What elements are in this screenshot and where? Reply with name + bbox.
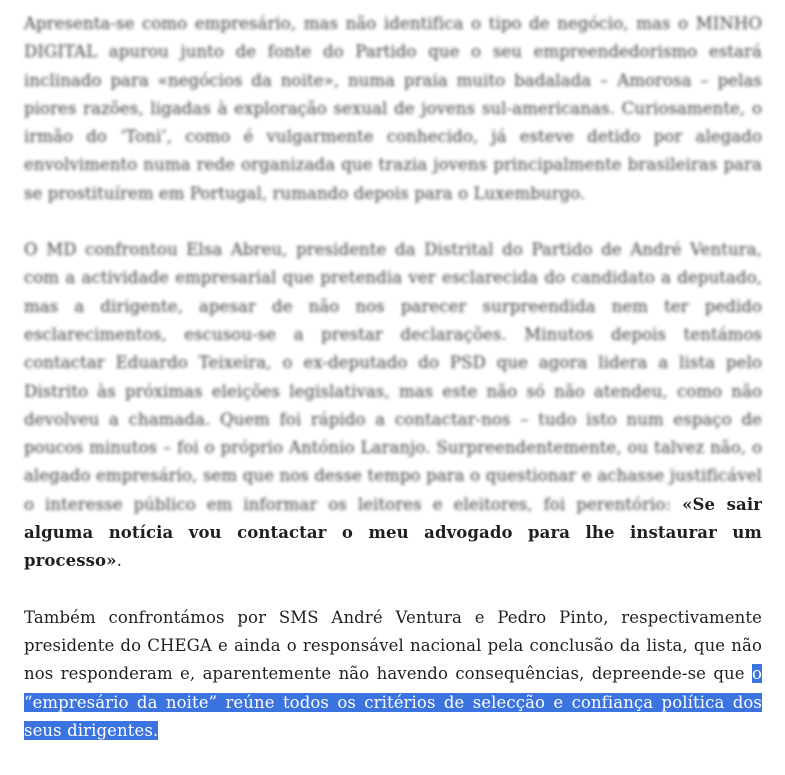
selected-text-highlight[interactable]: o “empresário da noite” reúne todos os critérios de selecção e confiança política dos seus dirigentes. <box>24 664 762 740</box>
paragraph-blurred-2: O MD confrontou Elsa Abreu, presidente da Distrital do Partido de André Ventura, com a actividade empresarial que pretendia ver esclarecida do candidato a deputado, mas a dirigente, apesar de não nos parecer surpreendida nem ter pedido esclarecimentos, escusou-se a prestar declarações. Minutos depois tentámos contactar Eduardo Teixeira, o ex-deputado do PSD que agora lidera a lista pelo Distrito às próximas eleições legislativas, mas este não só não atendeu, como não devolveu a chamada. Quem foi rápido a contactar-nos – tudo isto num espaço de poucos minutos – foi o próprio António Laranjo. Surpreendentemente, ou talvez não, o alegado empresário, sem que nos desse tempo para o questionar e achasse justificável o interesse público em informar os leitores e eleitores, foi perentório: <box>24 240 762 514</box>
article-body <box>24 10 762 745</box>
paragraph-3-text[interactable]: Também confrontámos por SMS André Ventura e Pedro Pinto, respectivamente presidente do CHEGA e ainda o responsável nacional pela conclusão da lista, que não nos responderam e, aparentemente não havendo consequências, depreende-se que <box>24 607 762 684</box>
quote-end: . <box>116 551 122 571</box>
paragraph-2 <box>24 236 762 576</box>
paragraph-blurred-1: Apresenta-se como empresário, mas não identifica o tipo de negócio, mas o MINHO DIGITAL apurou junto de fonte do Partido que o seu empreendedorismo estará inclinado para «negócios da noite», numa praia muito badalada – Amorosa – pelas piores razões, ligadas à exploração sexual de jovens sul-americanas. Curiosamente, o irmão do ‘Toni’, como é vulgarmente conhecido, já esteve detido por alegado envolvimento numa rede organizada que trazia jovens principalmente brasileiras para se prostituírem em Portugal, rumando depois para o Luxemburgo. <box>24 14 762 203</box>
paragraph-3[interactable] <box>24 604 762 745</box>
paragraph-3-wrap <box>24 604 762 745</box>
quote-text[interactable]: «Se sair alguma notícia vou contactar o meu advogado para lhe instaurar um processo» <box>24 494 762 571</box>
